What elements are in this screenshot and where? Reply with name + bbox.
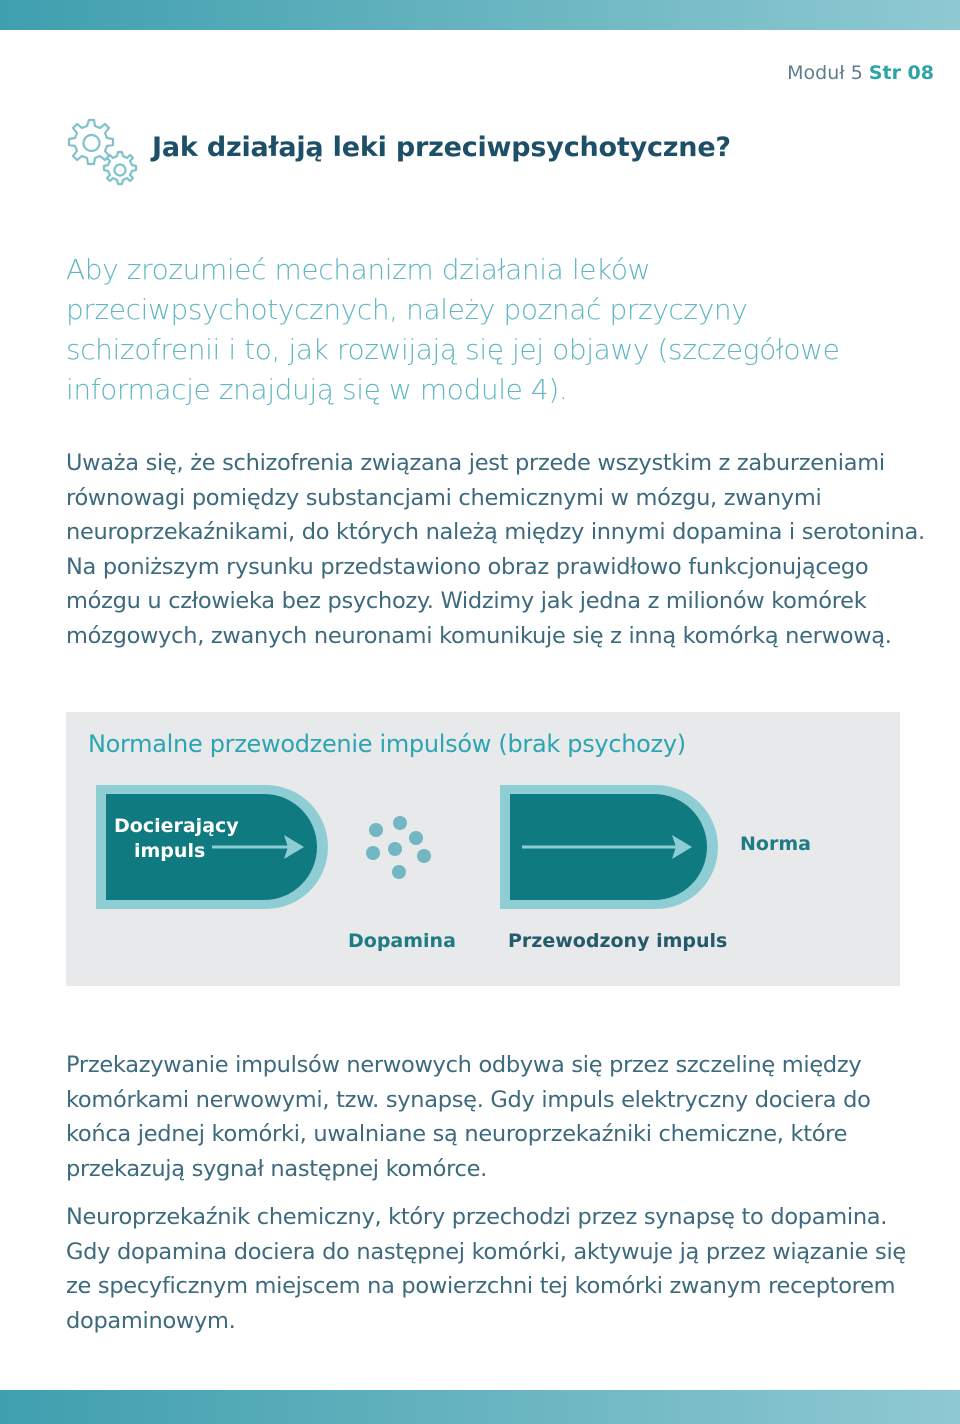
page-indicator [787, 62, 934, 84]
body-paragraph-2: Przekazywanie impulsów nerwowych odbywa się przez szczelinę między komórkami nerwowymi, tzw. synapsę. Gdy impuls elektryczny dociera do końca jednej komórki, uwalniane są neuroprzekaźniki chemiczne, które przekazują sygnał następnej komórce. [66, 1052, 871, 1182]
bottom-decorative-bar [0, 1390, 960, 1424]
page-title: Jak działają leki przeciwpsychotyczne? [152, 132, 731, 163]
norm-label: Norma [740, 833, 811, 855]
conducted-impulse-label: Przewodzony impuls [508, 930, 728, 952]
incoming-impulse-label [114, 814, 239, 864]
dopamine-label: Dopamina [348, 930, 456, 952]
page-number: Str 08 [868, 62, 934, 84]
dopamine-molecules [366, 816, 431, 879]
diagram-title: Normalne przewodzenie impulsów (brak psychozy) [88, 730, 686, 758]
gears-icon [62, 114, 142, 194]
body-paragraph-1: Uważa się, że schizofrenia związana jest przede wszystkim z zaburzeniami równowagi pomiędzy substancjami chemicznymi w mózgu, zwanymi neuroprzekaźnikami, do których należą między innymi dopamina i serotonina. Na poniższym rysunku przedstawiono obraz prawidłowo funkcjonującego mózgu u człowieka bez psychozy. Widzimy jak jedna z milionów komórek mózgowych, zwanych neuronami komunikuje się z inną komórką nerwową. [66, 450, 925, 649]
incoming-impulse-line-2: impuls [134, 840, 206, 862]
incoming-impulse-line-1: Docierający [114, 815, 239, 837]
module-label: Moduł 5 [787, 62, 863, 84]
body-paragraph-3: Neuroprzekaźnik chemiczny, który przechodzi przez synapsę to dopamina. Gdy dopamina dociera do następnej komórki, aktywuje ją przez wiązanie się ze specyficznym miejscem na powierzchni tej komórki zwanym receptorem dopaminowym. [66, 1204, 906, 1334]
top-decorative-bar [0, 0, 960, 30]
synapse-diagram [66, 712, 900, 986]
intro-paragraph: Aby zrozumieć mechanizm działania leków przeciwpsychotycznych, należy poznać przyczyny schizofrenii i to, jak rozwijają się jej objawy (szczegółowe informacje znajdują się w module 4). [66, 253, 840, 406]
